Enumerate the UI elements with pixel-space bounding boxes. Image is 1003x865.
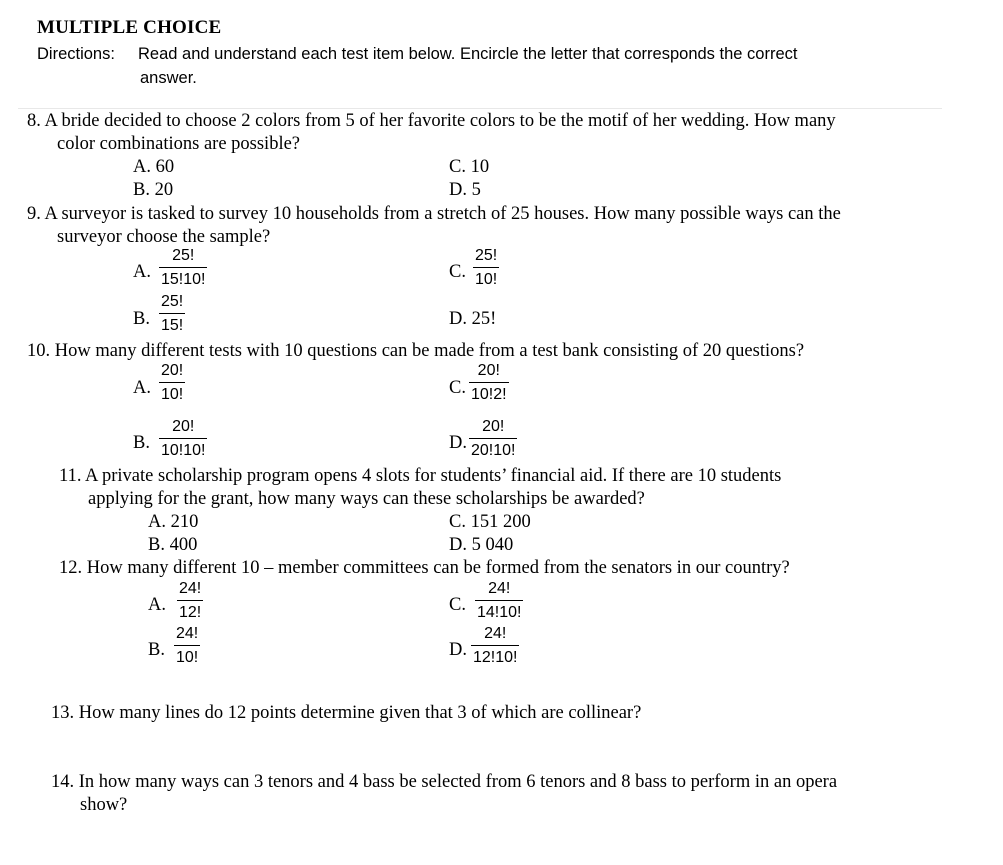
fraction-bar (471, 645, 519, 646)
question-10-choice-a-label[interactable]: A. (133, 378, 151, 398)
fraction-numerator: 20! (161, 362, 184, 379)
fraction-numerator: 25! (475, 247, 498, 264)
fraction-bar (473, 267, 499, 268)
fraction-denominator: 12!10! (473, 649, 518, 667)
directions-text: Read and understand each test item below. Encircle the letter that corresponds the correct (138, 45, 798, 63)
fraction-numerator: 24! (488, 580, 511, 597)
fraction-denominator: 10! (161, 386, 184, 404)
section-title: MULTIPLE CHOICE (37, 17, 222, 38)
question-12-choice-c-fraction[interactable] (475, 580, 523, 622)
fraction-bar (159, 382, 185, 383)
fraction-bar (159, 313, 185, 314)
fraction-numerator: 24! (484, 625, 507, 642)
fraction-denominator: 10!10! (161, 442, 206, 460)
question-9-choice-a-fraction[interactable] (159, 247, 207, 289)
question-9-stem-continued: surveyor choose the sample? (57, 227, 271, 247)
fraction-numerator: 20! (172, 418, 195, 435)
question-10-stem: 10. How many different tests with 10 questions can be made from a test bank consisting of 20 questions? (27, 341, 805, 361)
fraction-numerator: 24! (179, 580, 202, 597)
question-12-choice-a-fraction[interactable] (177, 580, 203, 622)
question-8-stem-continued: color combinations are possible? (57, 134, 301, 154)
fraction-denominator: 10! (176, 649, 199, 667)
question-12-stem: 12. How many different 10 – member committees can be formed from the senators in our country? (59, 558, 790, 578)
fraction-bar (159, 267, 207, 268)
question-11-choice-d[interactable]: D. 5 040 (449, 535, 514, 555)
fraction-denominator: 15!10! (161, 271, 206, 289)
question-14-stem: 14. In how many ways can 3 tenors and 4 bass be selected from 6 tenors and 8 bass to perform in an opera (51, 772, 838, 792)
question-9-choice-d[interactable]: D. 25! (449, 309, 497, 329)
question-9-choice-b-fraction[interactable] (159, 293, 185, 335)
question-14-stem-continued: show? (80, 795, 128, 815)
question-8-stem: 8. A bride decided to choose 2 colors from 5 of her favorite colors to be the motif of her wedding. How many (27, 111, 836, 131)
question-9-choice-a-label[interactable]: A. (133, 262, 151, 282)
question-8-choice-a[interactable]: A. 60 (133, 157, 175, 177)
question-8-choice-b[interactable]: B. 20 (133, 180, 174, 200)
fraction-bar (174, 645, 200, 646)
question-10-choice-b-fraction[interactable] (159, 418, 207, 460)
fraction-numerator: 20! (477, 362, 500, 379)
fraction-bar (159, 438, 207, 439)
question-9-choice-c-fraction[interactable] (473, 247, 499, 289)
fraction-denominator: 10! (475, 271, 498, 289)
question-11-choice-b[interactable]: B. 400 (148, 535, 198, 555)
fraction-numerator: 25! (172, 247, 195, 264)
question-12-choice-d-fraction[interactable] (471, 625, 519, 667)
question-12-choice-a-label[interactable]: A. (148, 595, 166, 615)
fraction-bar (469, 438, 517, 439)
question-9-choice-b-label[interactable]: B. (133, 309, 150, 329)
fraction-numerator: 24! (176, 625, 199, 642)
fraction-denominator: 20!10! (471, 442, 516, 460)
question-10-choice-b-label[interactable]: B. (133, 433, 150, 453)
question-10-choice-d-label[interactable]: D. (449, 433, 467, 453)
fraction-denominator: 12! (179, 604, 202, 622)
question-9-choice-c-label[interactable]: C. (449, 262, 466, 282)
directions-label: Directions: (37, 45, 115, 63)
question-10-choice-c-fraction[interactable] (469, 362, 509, 404)
fraction-bar (469, 382, 509, 383)
fraction-numerator: 25! (161, 293, 184, 310)
question-12-choice-b-label[interactable]: B. (148, 640, 165, 660)
question-10-choice-d-fraction[interactable] (469, 418, 517, 460)
question-9-stem: 9. A surveyor is tasked to survey 10 households from a stretch of 25 houses. How many possible ways can the (27, 204, 841, 224)
question-8-choice-d[interactable]: D. 5 (449, 180, 481, 200)
fraction-denominator: 15! (161, 317, 184, 335)
question-10-choice-a-fraction[interactable] (159, 362, 185, 404)
fraction-bar (177, 600, 203, 601)
fraction-denominator: 14!10! (477, 604, 522, 622)
question-12-choice-b-fraction[interactable] (174, 625, 200, 667)
directions-text-continued: answer. (140, 69, 197, 87)
question-11-stem: 11. A private scholarship program opens 4 slots for students’ financial aid. If there are 10 students (59, 466, 782, 486)
question-10-choice-c-label[interactable]: C. (449, 378, 466, 398)
fraction-numerator: 20! (482, 418, 505, 435)
question-11-choice-c[interactable]: C. 151 200 (449, 512, 531, 532)
question-13-stem: 13. How many lines do 12 points determine given that 3 of which are collinear? (51, 703, 642, 723)
question-8-choice-c[interactable]: C. 10 (449, 157, 490, 177)
question-12-choice-c-label[interactable]: C. (449, 595, 466, 615)
question-12-choice-d-label[interactable]: D. (449, 640, 467, 660)
question-11-stem-continued: applying for the grant, how many ways can these scholarships be awarded? (88, 489, 645, 509)
fraction-bar (475, 600, 523, 601)
header-divider (18, 108, 942, 109)
question-11-choice-a[interactable]: A. 210 (148, 512, 199, 532)
fraction-denominator: 10!2! (471, 386, 507, 404)
